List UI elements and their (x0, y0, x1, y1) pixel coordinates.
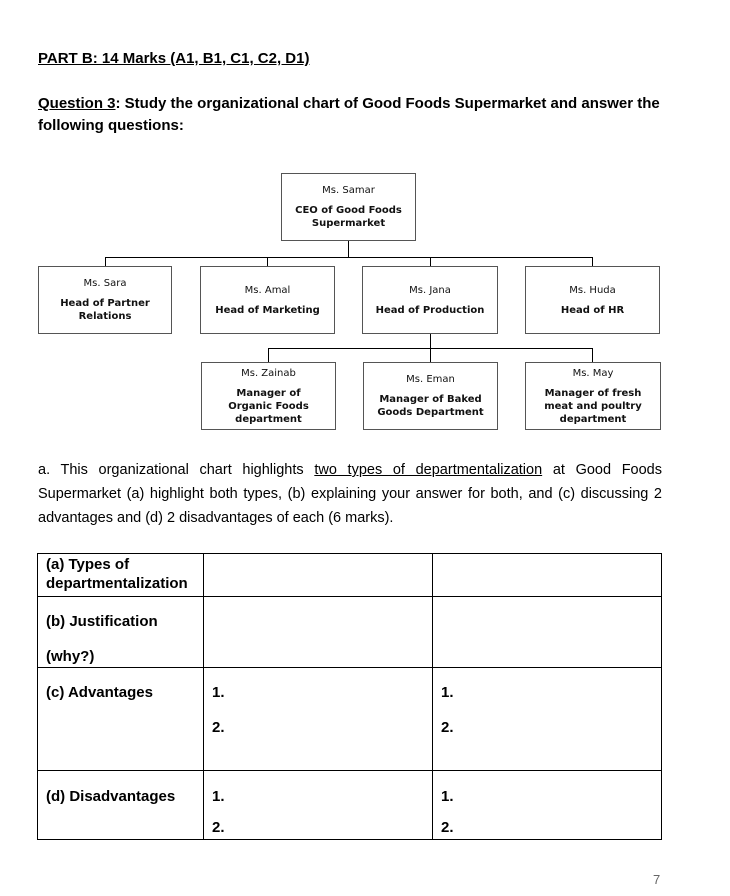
connector-mgr-eman (430, 348, 431, 362)
org-name: Ms. Jana (409, 284, 451, 296)
org-box-mgr-fresh-meat (525, 362, 661, 430)
org-name: Ms. May (572, 367, 614, 379)
org-name: Ms. Samar (322, 185, 375, 196)
org-role: Head of Production (375, 304, 485, 316)
list-item: 1. (212, 684, 225, 701)
list-item: 1. (441, 684, 454, 701)
org-name: Ms. Huda (569, 284, 616, 296)
org-role: Head of Partner Relations (60, 298, 150, 322)
answer-table (37, 553, 662, 840)
answer-cell-types-1[interactable] (204, 554, 433, 597)
question-text: : Study the organizational chart of Good Foods Supermarket and answer the following questions: (38, 95, 660, 134)
part-title: PART B: 14 Marks (A1, B1, C1, C2, D1) (38, 50, 310, 67)
answer-cell-justification-2[interactable] (433, 597, 662, 668)
row-label-advantages: (c) Advantages (38, 668, 204, 771)
list-item: 2. (212, 719, 225, 736)
connector-jana-down (430, 333, 431, 348)
row-label-justification (38, 597, 204, 668)
org-box-head-partner-relations (38, 266, 172, 334)
connector-heads-bar (105, 257, 593, 258)
connector-mgr-may (592, 348, 593, 362)
list-item: 2. (212, 819, 225, 836)
org-name: Ms. Zainab (241, 367, 296, 379)
org-role: Manager of Baked Goods Department (377, 394, 484, 418)
org-box-head-hr (525, 266, 660, 334)
row-label-types: (a) Types of departmentalization (38, 554, 204, 597)
question-a-text-start: a. This organizational chart highlights (38, 462, 315, 478)
answer-cell-advantages-2[interactable] (433, 668, 662, 771)
org-box-head-marketing (200, 266, 335, 334)
list-item: 1. (212, 788, 225, 805)
table-row-disadvantages (38, 771, 662, 840)
answer-cell-disadvantages-2[interactable] (433, 771, 662, 840)
connector-mgr-zainab (268, 348, 269, 362)
org-role: CEO of Good Foods Supermarket (295, 205, 402, 229)
org-box-ceo (281, 173, 416, 241)
list-item: 2. (441, 819, 454, 836)
question-a-instructions (38, 458, 662, 530)
justification-line-2: (why?) (46, 648, 95, 665)
table-row-justification (38, 597, 662, 668)
org-box-mgr-organic-foods (201, 362, 336, 430)
table-row-advantages (38, 668, 662, 771)
org-box-head-production (362, 266, 498, 334)
question-a-text-end: at Good Foods Supermarket (a) highlight both types, (b) explaining your answer for both, and (c) discussing 2 advantages and (d) 2 disadvantages of each (6 marks). (38, 462, 662, 526)
connector-ceo-down (348, 240, 349, 258)
org-name: Ms. Amal (244, 284, 291, 296)
row-label-disadvantages: (d) Disadvantages (38, 771, 204, 840)
org-name: Ms. Eman (406, 374, 455, 385)
list-item: 2. (441, 719, 454, 736)
org-box-mgr-baked-goods (363, 362, 498, 430)
question-label: Question 3 (38, 95, 116, 112)
answer-cell-types-2[interactable] (433, 554, 662, 597)
question-3-prompt (38, 93, 678, 137)
answer-cell-justification-1[interactable] (204, 597, 433, 668)
justification-line-1: (b) Justification (46, 613, 158, 630)
page-number: 7 (653, 872, 661, 887)
question-a-underlined: two types of departmentalization (314, 462, 543, 478)
table-row-types (38, 554, 662, 597)
list-item: 1. (441, 788, 454, 805)
answer-cell-advantages-1[interactable] (204, 668, 433, 771)
org-name: Ms. Sara (83, 278, 127, 289)
org-role: Manager of fresh meat and poultry department (544, 387, 642, 425)
answer-cell-disadvantages-1[interactable] (204, 771, 433, 840)
org-role: Manager of Organic Foods department (228, 387, 309, 425)
org-role: Head of HR (560, 304, 625, 316)
org-role: Head of Marketing (215, 304, 320, 316)
